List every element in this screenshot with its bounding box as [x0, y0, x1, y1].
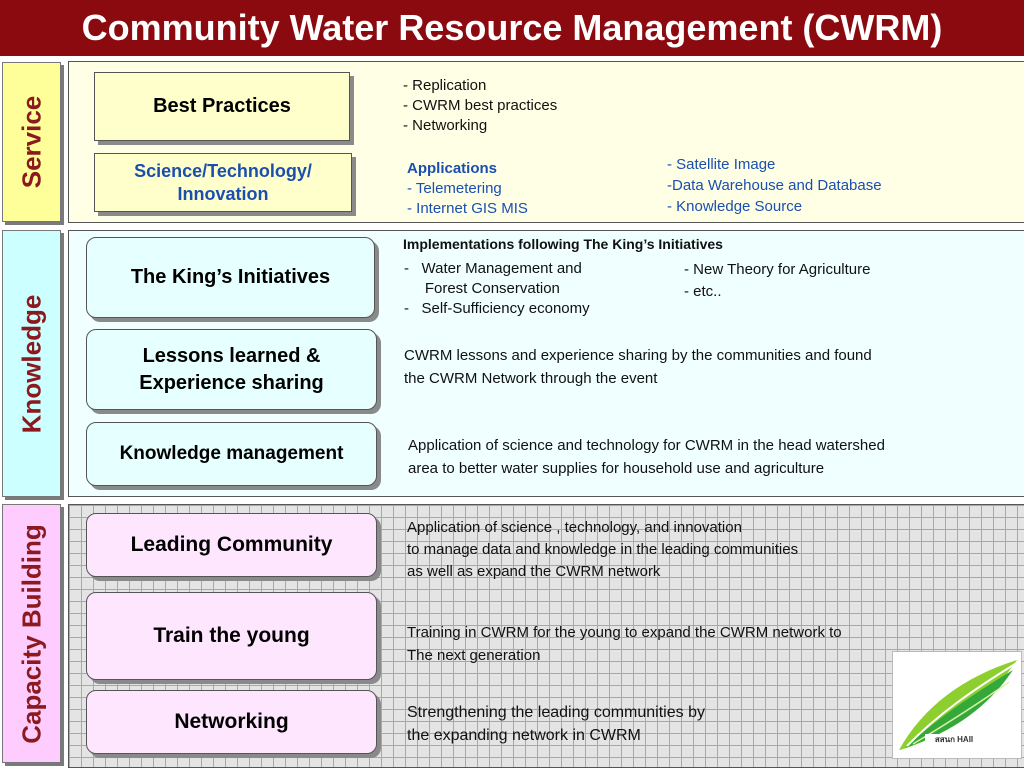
list-item: - Self-Sufficiency economy [404, 300, 590, 317]
capacity-section-tab [2, 504, 61, 763]
kings-initiatives-label: The King’s Initiatives [130, 266, 331, 288]
sti-label: Science/Technology/ Innovation [134, 160, 312, 204]
list-item: - Internet GIS MIS [407, 200, 528, 217]
text-line: Application of science , technology, and innovation [407, 519, 742, 536]
km-text [408, 434, 885, 480]
train-young-label: Train the young [153, 624, 310, 647]
lessons-text [404, 344, 872, 390]
knowledge-management-label: Knowledge management [119, 443, 344, 464]
list-item: - Telemetering [407, 180, 502, 197]
list-item: Forest Conservation [404, 280, 560, 297]
text-line: area to better water supplies for household use and agriculture [408, 460, 825, 477]
networking-text [407, 701, 705, 747]
text-line: Application of science and technology for CWRM in the head watershed [408, 437, 885, 454]
leading-community-box [86, 513, 377, 577]
leading-community-text [407, 517, 798, 583]
lessons-learned-label: Lessons learned & Experience sharing [139, 344, 324, 394]
sti-applications [407, 159, 528, 219]
text-line: the expanding network in CWRM [407, 727, 641, 744]
kings-initiatives-box [86, 237, 375, 318]
sti-list [667, 154, 882, 217]
best-practices-label: Best Practices [153, 95, 291, 117]
list-item: - Water Management and [404, 260, 582, 277]
networking-label: Networking [174, 710, 289, 733]
leading-community-label: Leading Community [130, 533, 333, 556]
kings-left-list [404, 259, 590, 319]
haii-logo [892, 651, 1022, 759]
knowledge-section-tab [2, 230, 61, 497]
text-line: Training in CWRM for the young to expand the CWRM network to [407, 624, 842, 641]
text-line: CWRM lessons and experience sharing by the communities and found [404, 347, 872, 364]
networking-box [86, 690, 377, 754]
train-young-text [407, 621, 842, 667]
list-item: - Replication [403, 77, 487, 94]
page-title: Community Water Resource Management (CWRM) [81, 7, 943, 48]
knowledge-section-label: Knowledge [16, 294, 46, 433]
title-bar [0, 0, 1024, 56]
service-section-tab [2, 62, 61, 222]
list-item: -Data Warehouse and Database [667, 177, 882, 194]
kings-right-list [684, 259, 870, 303]
list-item: - Knowledge Source [667, 198, 803, 215]
knowledge-management-box [86, 422, 377, 486]
text-line: the CWRM Network through the event [404, 370, 658, 387]
text-line: The next generation [407, 647, 541, 664]
kings-heading: Implementations following The King’s Initiatives [403, 236, 723, 252]
text-line: to manage data and knowledge in the leading communities [407, 541, 799, 558]
service-section-label: Service [16, 95, 46, 189]
capacity-section-label: Capacity Building [16, 523, 46, 744]
train-young-box [86, 592, 377, 680]
sti-box [94, 153, 352, 212]
text-line: as well as expand the CWRM network [407, 563, 661, 580]
applications-title: Applications [407, 160, 498, 177]
text-line: Strengthening the leading communities by [407, 704, 705, 721]
lessons-learned-box [86, 329, 377, 410]
list-item: - CWRM best practices [403, 97, 558, 114]
list-item: - etc.. [684, 283, 722, 300]
list-item: - Networking [403, 117, 488, 134]
list-item: - New Theory for Agriculture [684, 261, 871, 278]
list-item: - Satellite Image [667, 156, 776, 173]
logo-text: สสนก HAII [934, 735, 974, 744]
best-practices-list [403, 76, 557, 136]
best-practices-box [94, 72, 350, 141]
